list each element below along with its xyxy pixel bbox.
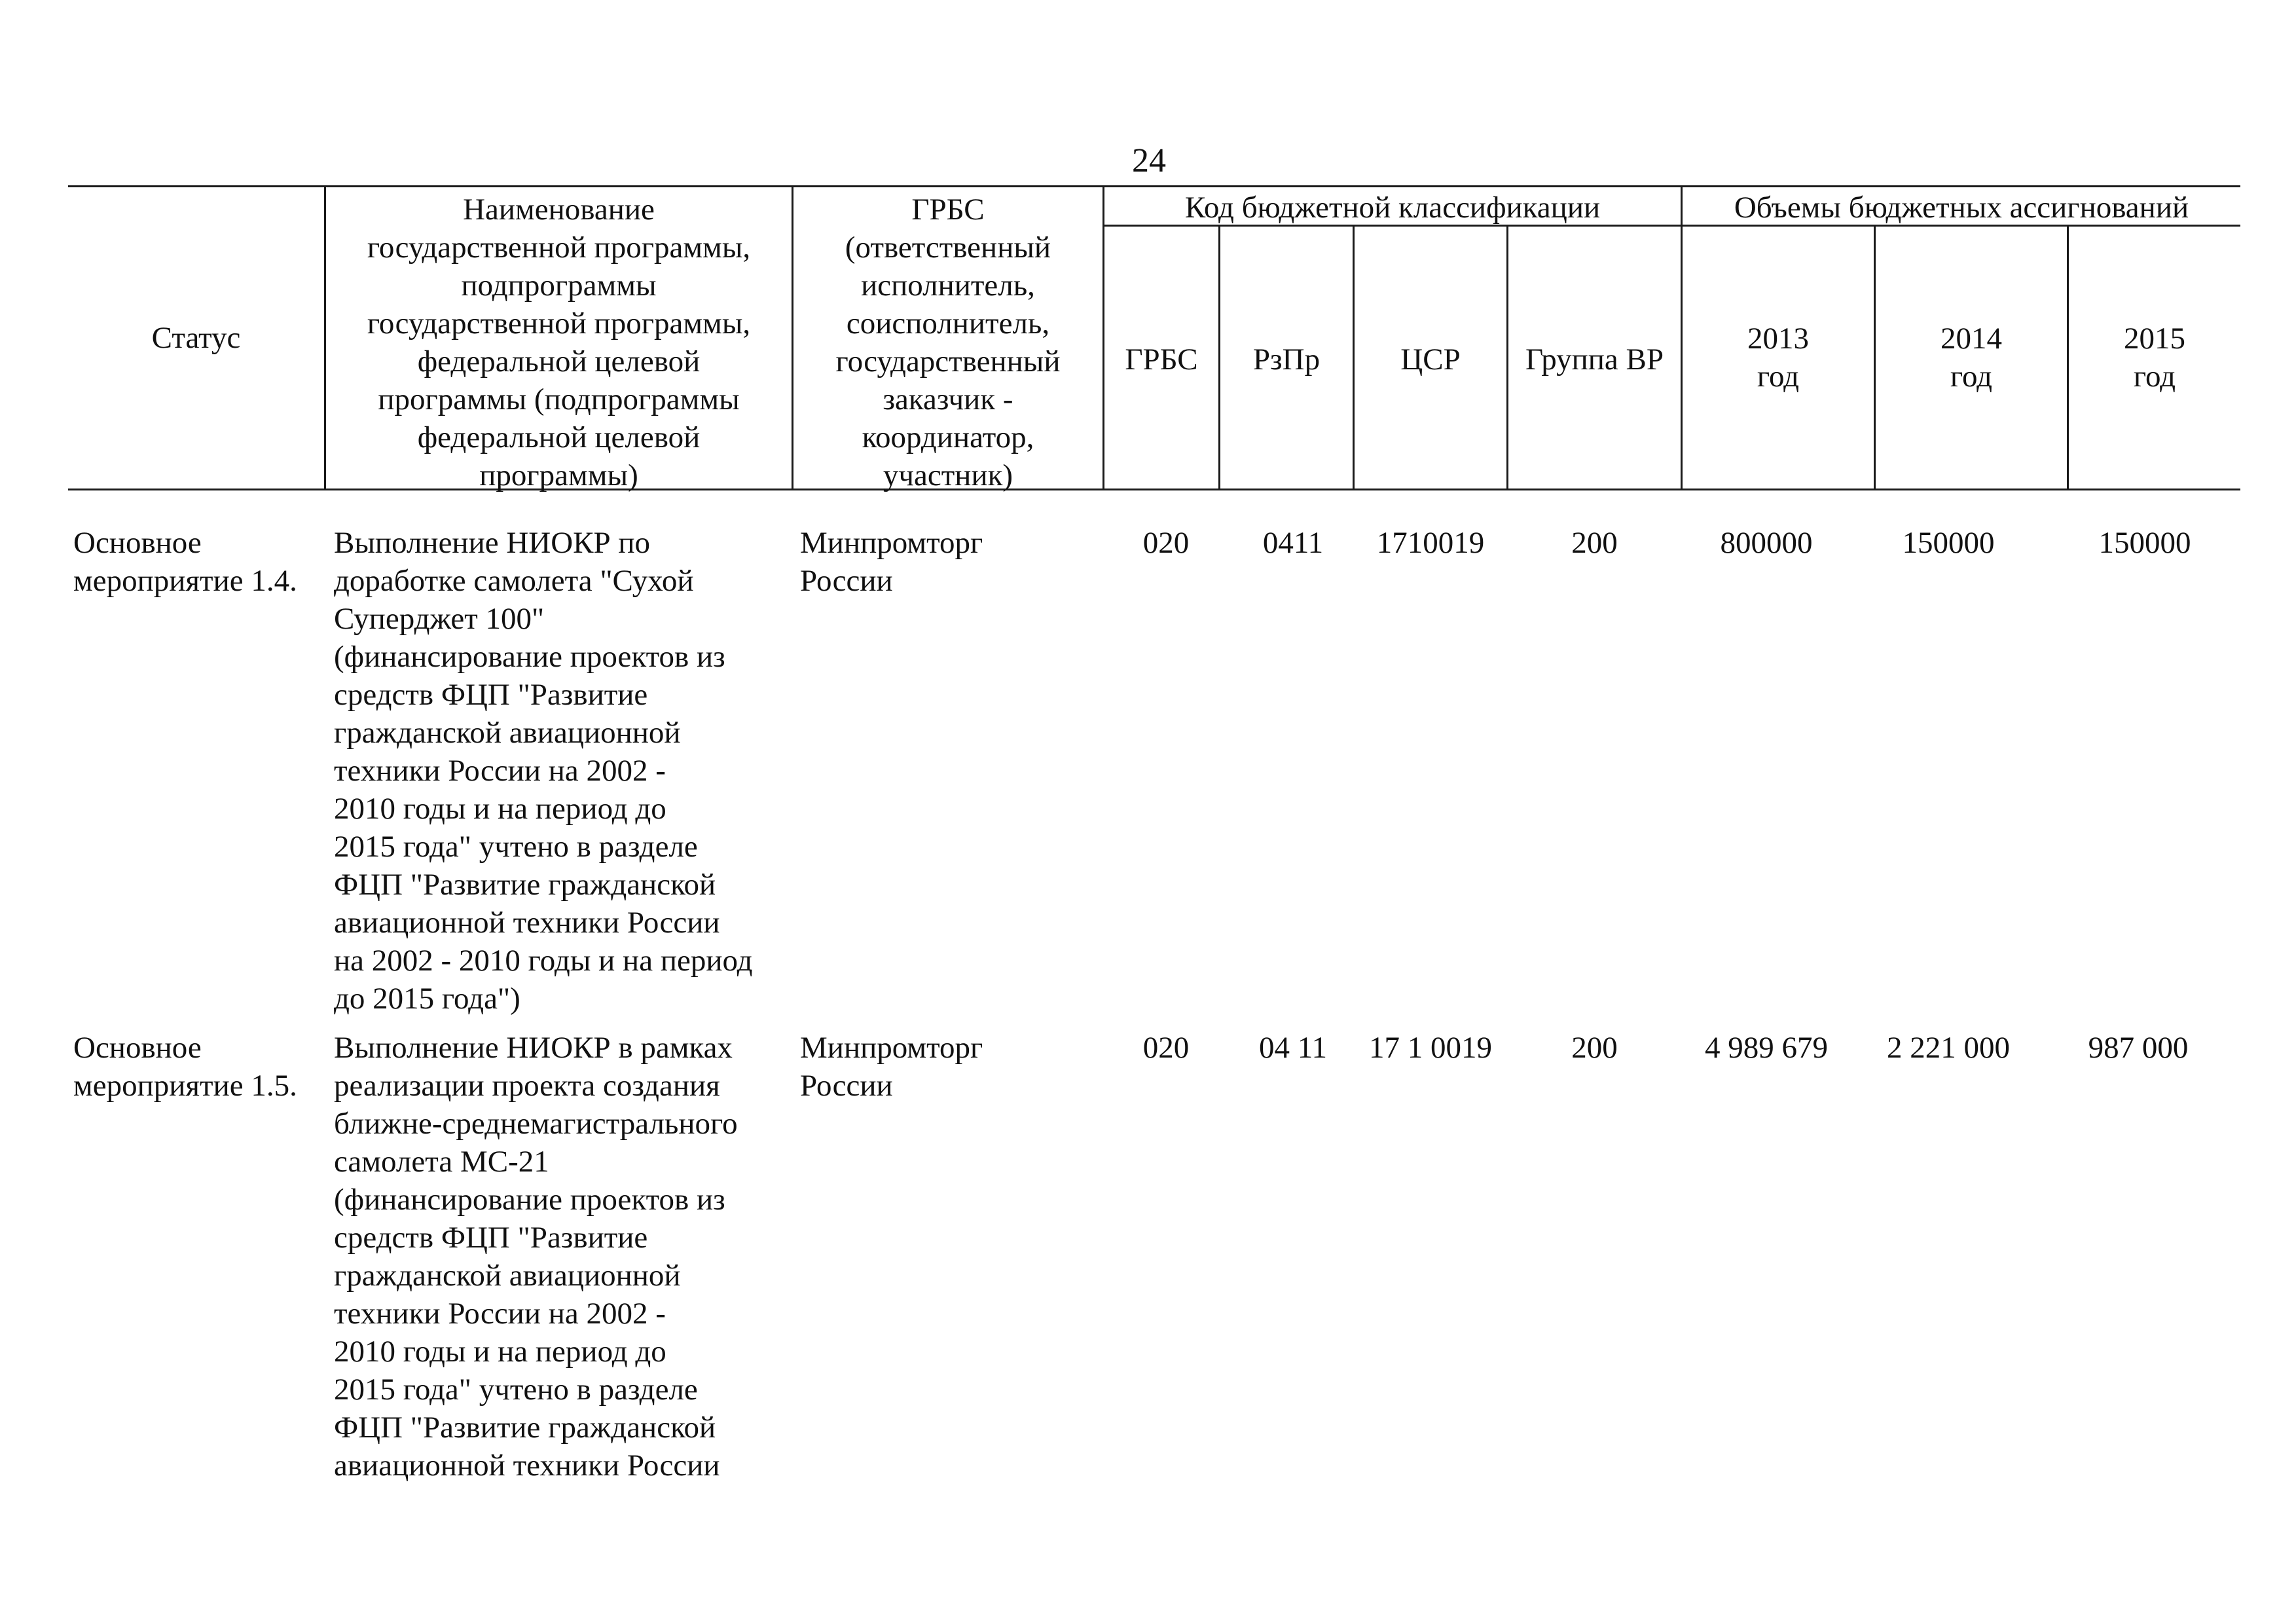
row-code-grbs: 020 [1142,526,1190,560]
row-group-vr: 200 [1571,1031,1618,1065]
row-csr: 1710019 [1376,526,1485,560]
row-2014: 2 221 000 [1887,1031,2010,1065]
header-rzpr: РзПр [1252,342,1321,377]
row-group-vr: 200 [1571,526,1618,560]
row-status: Основное мероприятие 1.4. [73,526,297,598]
header-code-grbs: ГРБС [1125,342,1198,377]
row-name: Выполнение НИОКР в рамках реализации проекта создания ближне-среднемагистрального самолета МС-21 (финансирование проектов из средств ФЦП "Развитие гражданской авиационной техники России на 2002 - 2010 годы и на период до 2015 года" учтено в разделе ФЦП "Развитие гражданской авиационной техники России [334,1031,738,1483]
row-grbs: Минпромторг России [800,1031,983,1103]
row-2015: 987 000 [2088,1031,2189,1065]
header-status: Статус [151,321,241,355]
row-csr: 17 1 0019 [1369,1031,1492,1065]
header-grbs-responsible: ГРБС (ответственный исполнитель, соисполнитель, государственный заказчик - координатор, участник) [835,193,1061,492]
header-appropriations-group: Объемы бюджетных ассигнований [1734,191,2189,225]
row-2013: 4 989 679 [1705,1031,1828,1065]
header-budget-code-group: Код бюджетной классификации [1184,191,1601,225]
row-name: Выполнение НИОКР по доработке самолета "Сухой Суперджет 100" (финансирование проектов из средств ФЦП "Развитие гражданской авиационной техники России на 2002 - 2010 годы и на период до 2015 года" учтено в разделе ФЦП "Развитие гражданской авиационной техники России на 2002 - 2010 годы и на период до 2015 года") [334,526,753,1016]
header-year-2013: 2013 год [1747,322,1809,394]
row-code-grbs: 020 [1142,1031,1190,1065]
row-2013: 800000 [1720,526,1813,560]
header-program-name: Наименование государственной программы, подпрограммы государственной программы, федеральной целевой программы (подпрограммы федеральной целевой программы) [367,193,751,492]
row-2015: 150000 [2098,526,2191,560]
row-status: Основное мероприятие 1.5. [73,1031,297,1103]
header-group-vr: Группа ВР [1525,342,1664,377]
row-rzpr: 0411 [1262,526,1324,560]
row-grbs: Минпромторг России [800,526,983,598]
header-year-2015: 2015 год [2124,322,2185,394]
row-rzpr: 04 11 [1258,1031,1327,1065]
page-number: 24 [1132,142,1166,179]
header-year-2014: 2014 год [1941,322,2002,394]
header-csr: ЦСР [1400,342,1461,377]
row-2014: 150000 [1902,526,1995,560]
table-top-rule [68,185,2240,187]
col-divider [1102,185,1104,490]
